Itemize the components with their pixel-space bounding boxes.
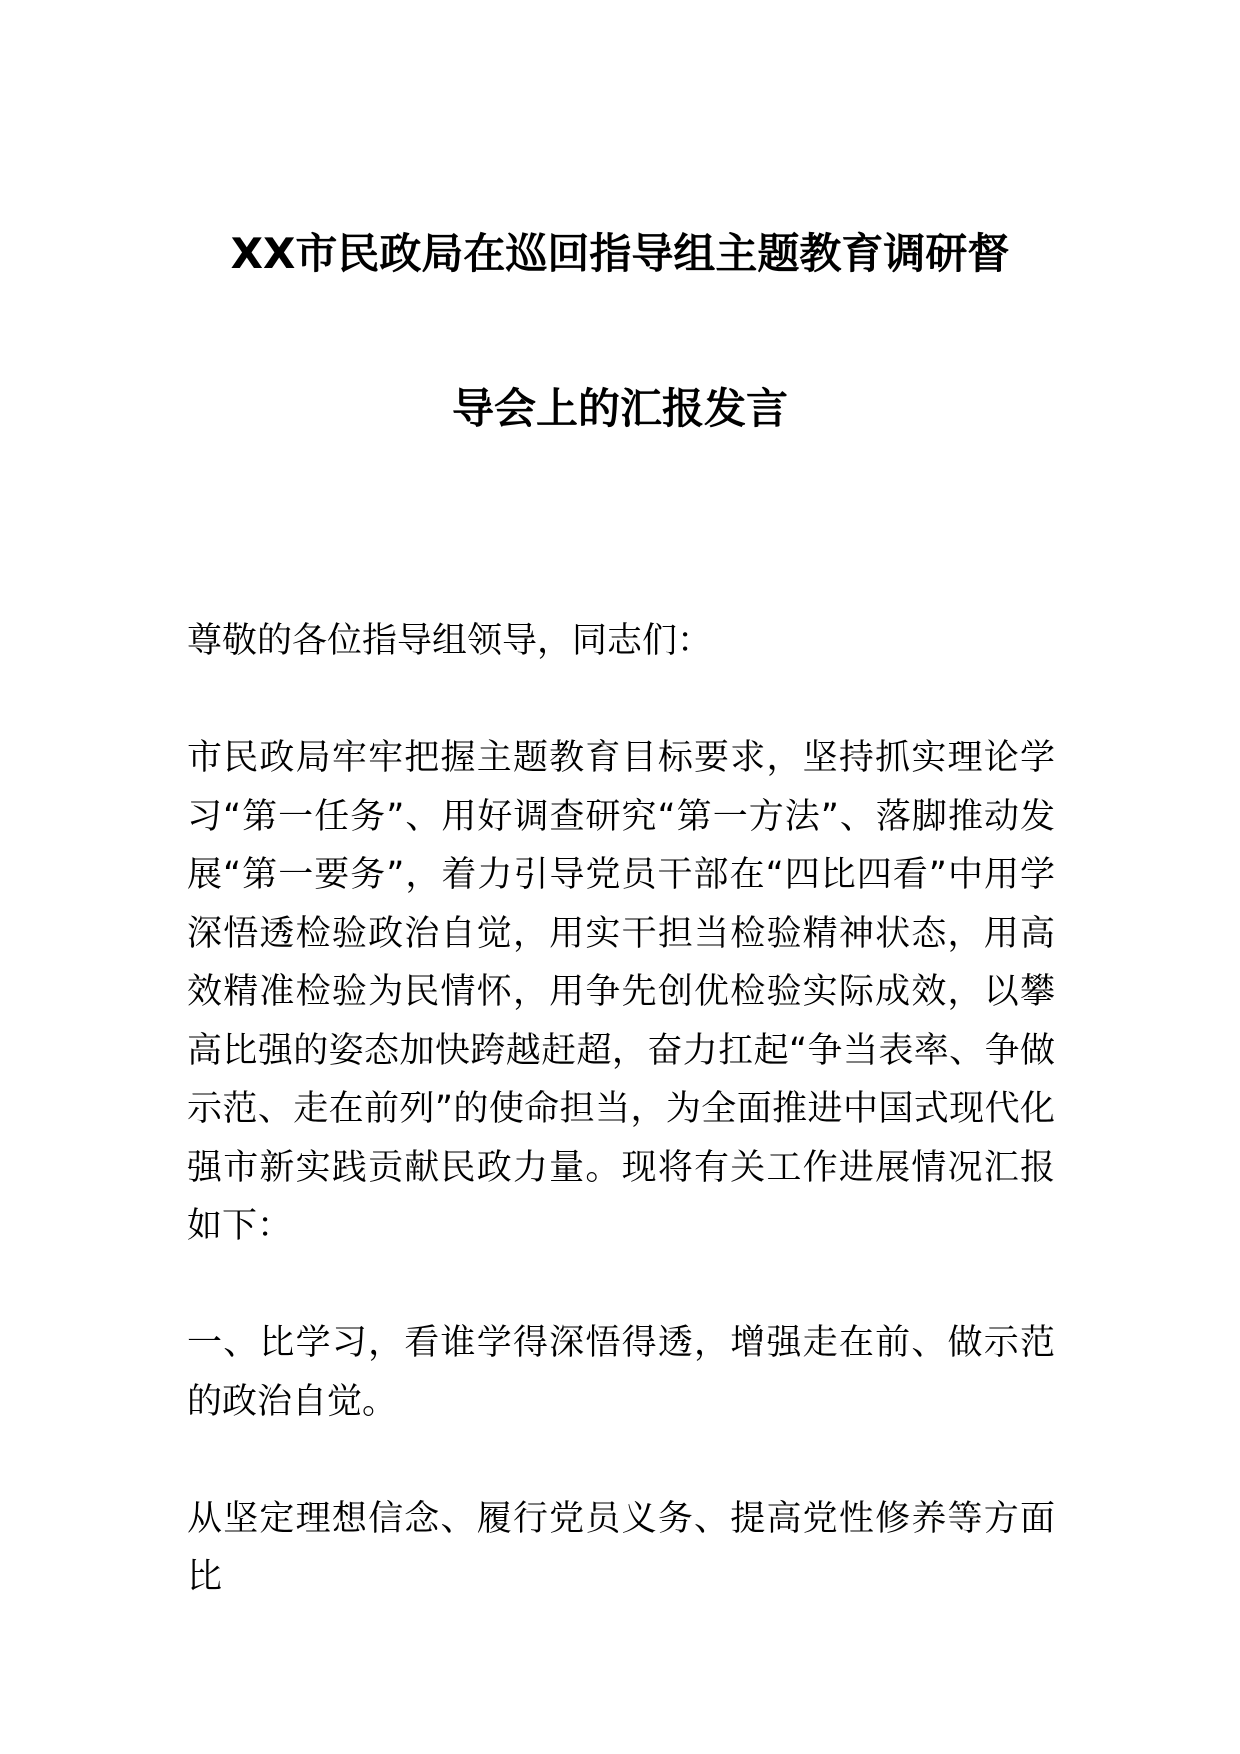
document-title <box>150 176 1090 486</box>
title-line-2: 导会上的汇报发言 <box>451 384 788 433</box>
intro-paragraph: 市民政局牢牢把握主题教育目标要求，坚持抓实理论学习“第一任务”、用好调查研究“第一方法”、落脚推动发展“第一要务”，着力引导党员干部在“四比四看”中用学深悟透检验政治自觉，用实干担当检验精神状态，用高效精准检验为民情怀，用争先创优检验实际成效，以攀高比强的姿态加快跨越赶超，奋力扛起“争当表率、争做示范、走在前列”的使命担当，为全面推进中国式现代化强市新实践贡献民政力量。现将有关工作进展情况汇报如下： <box>187 738 1056 1246</box>
greeting: 尊敬的各位指导组领导，同志们： <box>187 621 713 661</box>
body-paragraph: 从坚定理想信念、履行党员义务、提高党性修养等方面比 <box>187 1498 1055 1597</box>
title-line-1: XX市民政局在巡回指导组主题教育调研督 <box>230 229 1010 278</box>
document-body <box>187 612 1055 1665</box>
section-heading-1: 一、比学习，看谁学得深悟得透，增强走在前、做示范的政治自觉。 <box>187 1323 1055 1422</box>
